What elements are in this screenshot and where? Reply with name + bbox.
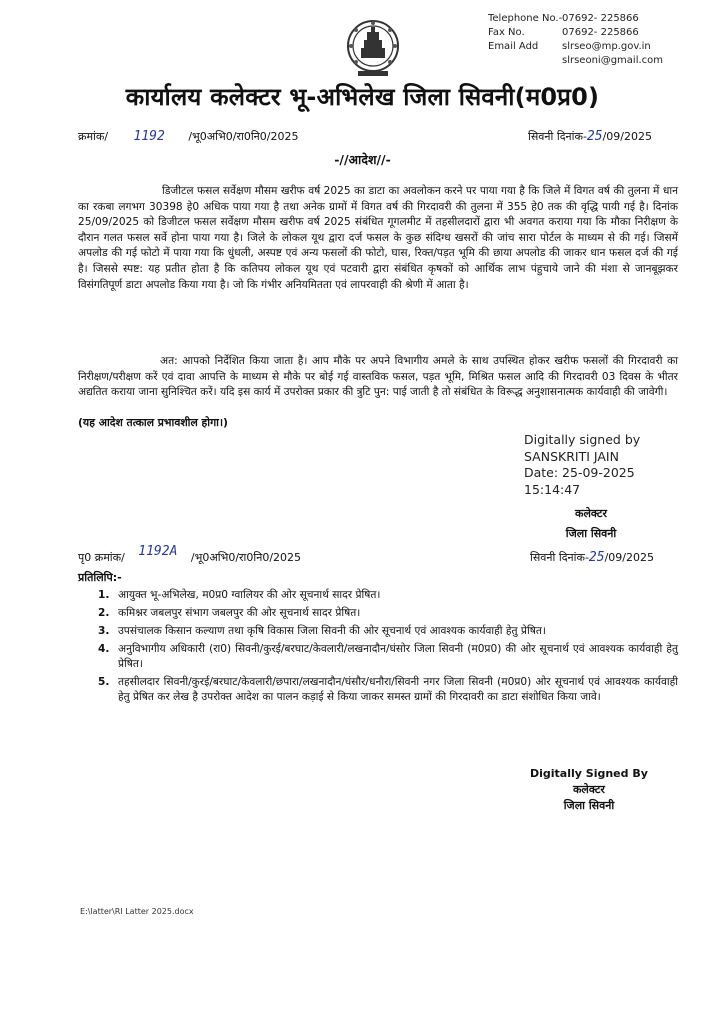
copy-ref-suffix: /भू0अभि0/रा0नि0/2025 (190, 551, 302, 564)
effective-note: (यह आदेश तत्काल प्रभावशील होगा।) (78, 416, 228, 429)
office-title: कार्यालय कलेक्टर भू-अभिलेख जिला सिवनी(म0प्र0) (125, 83, 600, 111)
signature-line-1: Digitally signed by (524, 432, 641, 447)
copy-item-text: कमिश्नर जबलपुर संभाग जबलपुर की ओर सूचनार्थ सादर प्रेषित। (118, 607, 361, 619)
state-emblem-icon (344, 18, 402, 78)
email-value-2: slrseoni@gmail.com (562, 55, 664, 66)
copy-ref-prefix: पृ0 क्रमांक/ (78, 551, 125, 564)
copy-item-number: 1. (98, 589, 110, 601)
order-heading: -//आदेश//- (334, 152, 391, 167)
copy-item-number: 5. (98, 676, 110, 688)
copy-ref-number-handwritten: 1192A (138, 544, 178, 559)
contact-block (488, 12, 663, 68)
collector-district: जिला सिवनी (565, 527, 617, 540)
order-paragraph-2 (78, 354, 678, 401)
email-row (488, 40, 663, 54)
footer-signature (530, 766, 648, 814)
copy-date (530, 550, 654, 565)
copy-date-suffix: /09/2025 (604, 551, 654, 564)
copy-heading: प्रतिलिपि:- (78, 571, 122, 584)
fax-label: Fax No. (488, 27, 525, 38)
signature-name: SANSKRITI JAIN (524, 448, 619, 464)
copy-item-text: उपसंचालक किसान कल्याण तथा कृषि विकास जिला सिवनी की ओर सूचनार्थ एवं आवश्यक कार्यवाही हेतु प्रेषित। (118, 625, 546, 637)
footer-signature-line-2: कलेक्टर (572, 783, 605, 796)
copy-item-number: 2. (98, 607, 110, 619)
ref-number-handwritten: 1192 (133, 129, 165, 144)
copy-item-number: 4. (98, 643, 110, 655)
fax-value: 07692- 225866 (562, 27, 639, 38)
signature-date: Date: 25-09-2025 (524, 465, 635, 480)
order-date (528, 129, 652, 144)
telephone-label: Telephone No.- (488, 13, 563, 24)
ref-prefix: क्रमांक/ (78, 130, 109, 143)
date-prefix: सिवनी दिनांक- (528, 130, 587, 143)
ref-suffix: /भू0अभि0/रा0नि0/2025 (188, 130, 299, 143)
paragraph-1-text: डिजीटल फसल सर्वेक्षण मौसम खरीफ वर्ष 2025 का डाटा का अवलोकन करने पर पाया गया है कि जिले में विगत वर्ष की तुलना में धान का रकबा लगभग 30398 हे0 अधिक पाया गया है तथा अनेक ग्रामों में विगत वर्ष की गिरदावरी की तुलना में 355 हे0 तक की वृद्धि पायी गई है। दिनांक 25/09/2025 को डिजीटल फसल सर्वेक्षण मौसम खरीफ वर्ष 2025 संबंधित गूगलमीट में तहसीलदारों द्वारा भी अवगत कराया गया कि मौका निरीक्षण के दौरान गलत फसल सर्वे होना पाया गया है। जिले के लोकल यूथ द्वारा दर्ज फसल के कुछ संदिग्ध खसरों की जांच सारा पोर्टल के माध्यम से की गई। जिसमें अपलोड की गई फोटो में पाया गया कि धुंधली, अस्पष्ट एवं अन्य फसलों की फोटो, घास, रिक्त/पड़त भूमि की छाया अपलोड की जाकर धान फसल दर्ज की गई है। जिससे स्पष्ट: यह प्रतीत होता है कि कतिपय लोकल यूथ एवं पटवारी द्वारा संबंधित कृषकों को आर्थिक लाभ पंहुचाये जाने की मंशा से जानबूझकर विसंगतिपूर्ण डाटा अपलोड किया गया है। जो कि गंभीर अनियमितता एवं लापरवाही की श्रेणी में आता है। (78, 185, 678, 291)
email-value-1: slrseo@mp.gov.in (562, 41, 651, 52)
email-row-2 (488, 54, 663, 68)
copy-item-text: तहसीलदार सिवनी/कुरई/बरघाट/केवलारी/छपारा/लखनादौन/घंसौर/धनौरा/सिवनी नगर जिला सिवनी (म0प्र0) ओर सूचनार्थ एवं आवश्यक कार्यवाही हेतु प्रेषित कर लेख है उपरोक्त आदेश का पालन कड़ाई से किया जाकर समस्त ग्रामों की गिरदावरी का डाटा संशोधित किया जावे। (118, 676, 678, 703)
digital-signature (524, 432, 640, 498)
copy-item-number: 3. (98, 625, 110, 637)
collector-designation: कलेक्टर (575, 507, 607, 520)
telephone-value: 07692- 225866 (562, 13, 639, 24)
paragraph-2-text: अत: आपको निर्देशित किया जाता है। आप मौके पर अपने विभागीय अमले के साथ उपस्थित होकर खरीफ फसलों की गिरदावरी का निरीक्षण/परीक्षण करें एवं दावा आपत्ति के माध्यम से मौके पर बोई गई वास्तविक फसल, पड़त भूमि, मिश्रित फसल आदि की गिरदावरी 03 दिवस के भीतर अद्यतित कराया जाना सुनिश्चित करें। यदि इस कार्य में उपरोक्त प्रकार की त्रुटि पुन: पाई जाती है तो संबंधित के विरूद्ध अनुशासनात्मक कार्यवाही की जावेगी। (78, 355, 678, 399)
copy-item (78, 624, 678, 639)
date-suffix: /09/2025 (602, 130, 652, 143)
copy-item-text: आयुक्त भू-अभिलेख, म0प्र0 ग्वालियर की ओर सूचनार्थ सादर प्रेषित। (118, 589, 381, 601)
copy-item (78, 675, 678, 705)
footer-signature-line-3: जिला सिवनी (563, 799, 615, 812)
copy-item (78, 642, 678, 672)
copy-date-prefix: सिवनी दिनांक- (530, 551, 589, 564)
date-day-handwritten: 25 (586, 129, 603, 144)
copy-item (78, 606, 678, 621)
file-path: E:\latter\RI Latter 2025.docx (80, 907, 194, 916)
copy-item (78, 588, 678, 603)
order-paragraph-1 (78, 184, 678, 293)
fax-row (488, 26, 663, 40)
footer-signature-line-1: Digitally Signed By (530, 767, 648, 780)
copy-date-day-handwritten: 25 (588, 550, 605, 565)
signature-time: 15:14:47 (524, 481, 581, 497)
email-label: Email Add (488, 41, 539, 52)
copy-list (78, 588, 678, 708)
telephone-row (488, 12, 663, 26)
copy-reference (78, 544, 302, 565)
copy-item-text: अनुविभागीय अधिकारी (रा0) सिवनी/कुरई/बरघाट/केवलारी/लखनादौन/घंसोर जिला सिवनी (म0प्र0) की ओर सूचनार्थ एवं आवश्यक कार्यवाही हेतु प्रेषित। (118, 643, 678, 670)
order-reference (78, 129, 298, 144)
